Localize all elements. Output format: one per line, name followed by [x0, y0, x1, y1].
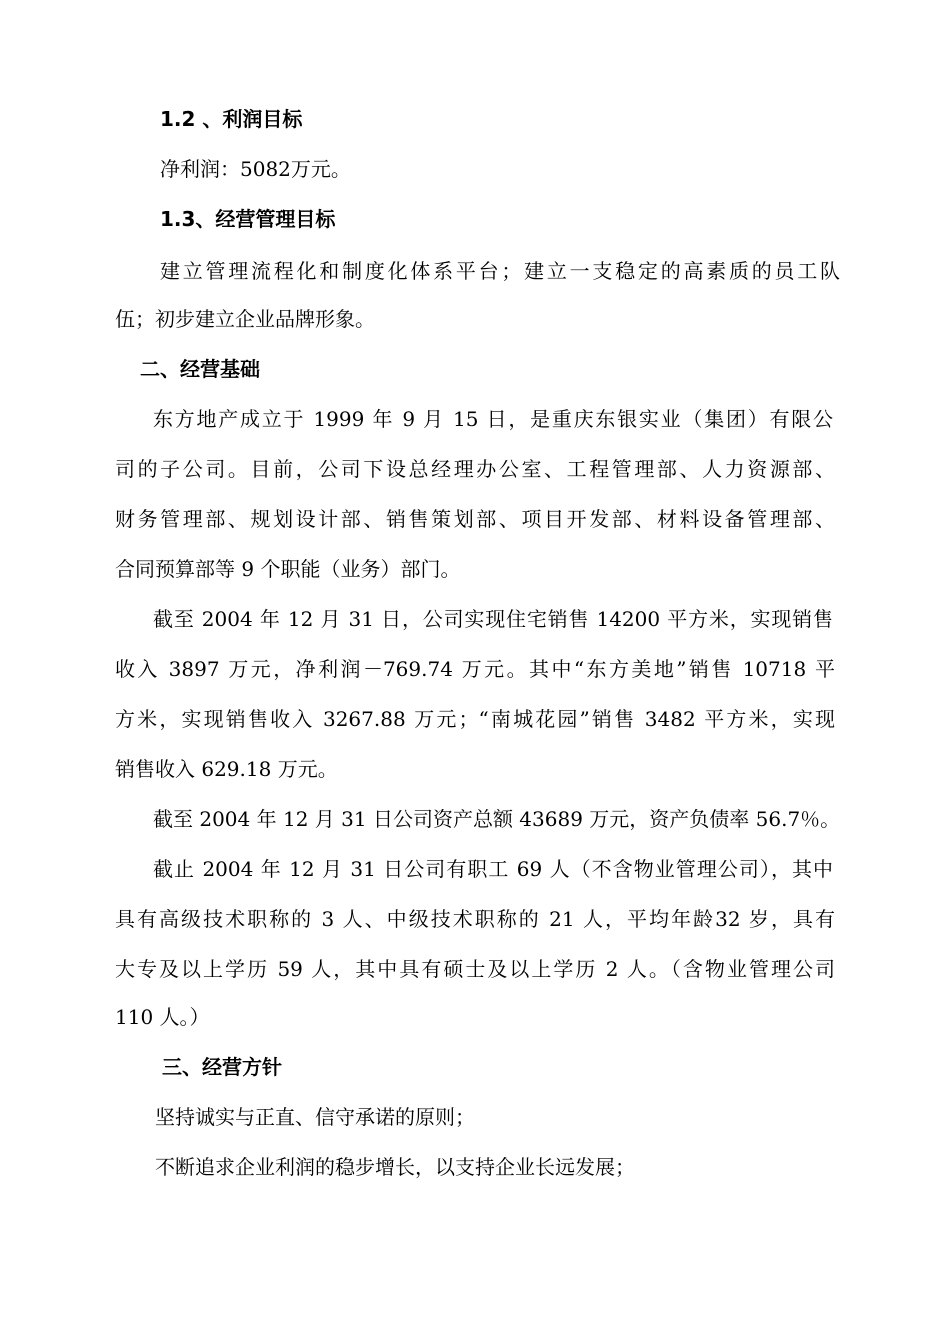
company-line-1: 东方地产成立于 1999 年 9 月 15 日，是重庆东银实业（集团）有限公 — [153, 407, 833, 431]
staff-line-4: 110 人。） — [115, 1005, 210, 1029]
heading-management-target: 1.3、经营管理目标 — [160, 207, 336, 231]
management-target-line-1: 建立管理流程化和制度化体系平台；建立一支稳定的高素质的员工队 — [160, 259, 840, 283]
heading-business-basis: 二、经营基础 — [140, 357, 260, 381]
sales-line-3: 方米，实现销售收入 3267.88 万元；“南城花园”销售 3482 平方米，实现 — [115, 707, 835, 731]
company-line-2: 司的子公司。目前，公司下设总经理办公室、工程管理部、人力资源部、 — [115, 457, 835, 481]
sales-line-1: 截至 2004 年 12 月 31 日，公司实现住宅销售 14200 平方米，实现销售 — [153, 607, 833, 631]
sales-line-2: 收入 3897 万元，净利润－769.74 万元。其中“东方美地”销售 10718 平 — [115, 657, 835, 681]
sales-line-4: 销售收入 629.18 万元。 — [115, 757, 338, 781]
staff-line-3: 大专及以上学历 59 人，其中具有硕士及以上学历 2 人。（含物业管理公司 — [115, 957, 835, 981]
assets-line: 截至 2004 年 12 月 31 日公司资产总额 43689 万元，资产负债率 56.7％。 — [153, 807, 841, 831]
net-profit-line: 净利润：5082万元。 — [160, 157, 351, 181]
policy-item-1: 坚持诚实与正直、信守承诺的原则； — [155, 1105, 475, 1129]
heading-business-policy: 三、经营方针 — [162, 1055, 282, 1079]
company-line-3: 财务管理部、规划设计部、销售策划部、项目开发部、材料设备管理部、 — [115, 507, 835, 531]
staff-line-2: 具有高级技术职称的 3 人、中级技术职称的 21 人，平均年龄32 岁，具有 — [115, 907, 835, 931]
policy-item-2: 不断追求企业利润的稳步增长，以支持企业长远发展； — [155, 1155, 635, 1179]
management-target-line-2: 伍；初步建立企业品牌形象。 — [115, 307, 375, 331]
company-line-4: 合同预算部等 9 个职能（业务）部门。 — [115, 557, 461, 581]
heading-profit-target: 1.2 、利润目标 — [160, 107, 303, 131]
staff-line-1: 截止 2004 年 12 月 31 日公司有职工 69 人（不含物业管理公司），其中 — [153, 857, 833, 881]
